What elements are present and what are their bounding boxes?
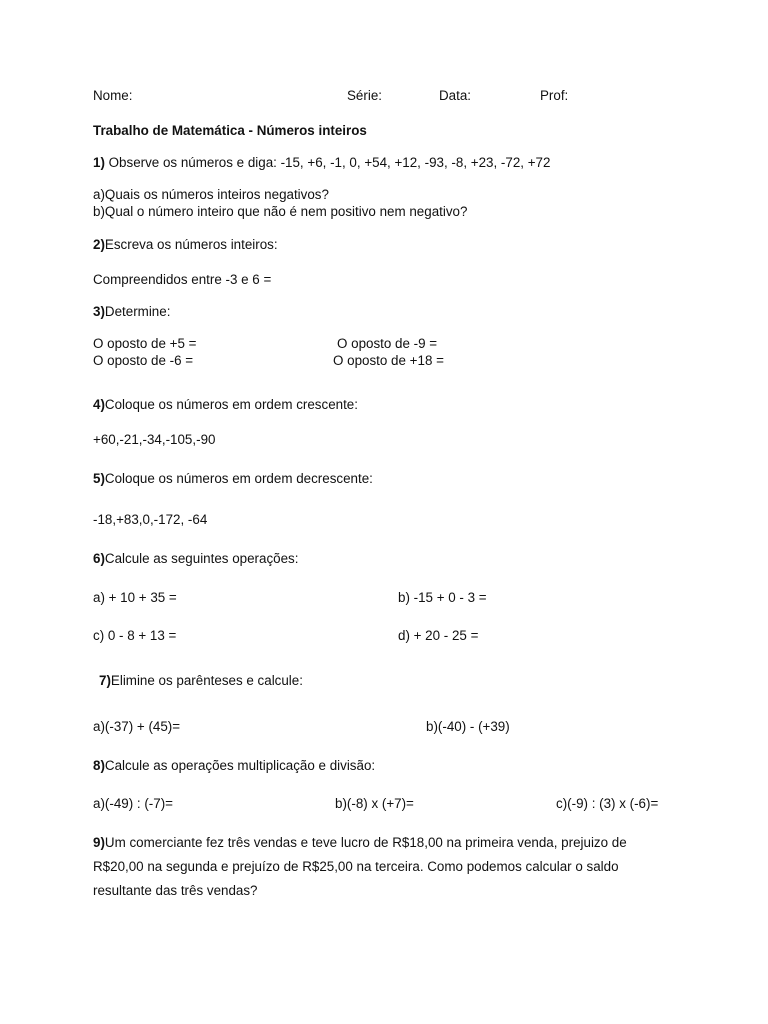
question-7-item-b: b)(-40) - (+39) bbox=[426, 719, 510, 734]
question-8-item-b: b)(-8) x (+7)= bbox=[335, 796, 414, 811]
question-text: Calcule as operações multiplicação e divisão: bbox=[104, 758, 376, 773]
question-1 bbox=[93, 155, 550, 171]
question-9 bbox=[93, 835, 627, 851]
question-9-text-line-3: resultante das três vendas? bbox=[93, 883, 258, 898]
question-4 bbox=[93, 397, 358, 413]
question-7-item-a: a)(-37) + (45)= bbox=[93, 719, 181, 734]
question-text: Coloque os números em ordem crescente: bbox=[104, 397, 358, 412]
question-text-line-1: Um comerciante fez três vendas e teve lucro de R$18,00 na primeira venda, prejuizo de bbox=[104, 835, 627, 850]
date-label: Data: bbox=[439, 88, 472, 103]
series-label: Série: bbox=[347, 88, 382, 103]
question-number: 3) bbox=[93, 304, 105, 319]
question-number: 4) bbox=[93, 397, 105, 412]
name-label: Nome: bbox=[93, 88, 133, 103]
question-8-item-c: c)(-9) : (3) x (-6)= bbox=[556, 796, 659, 811]
question-text: Calcule as seguintes operações: bbox=[104, 551, 299, 566]
question-3-item-3: O oposto de -6 = bbox=[93, 353, 194, 368]
question-3 bbox=[93, 304, 170, 320]
question-number: 5) bbox=[93, 471, 105, 486]
question-3-item-2: O oposto de -9 = bbox=[337, 336, 438, 351]
question-6 bbox=[93, 551, 298, 567]
question-3-item-4: O oposto de +18 = bbox=[333, 353, 444, 368]
question-6-item-b: b) -15 + 0 - 3 = bbox=[398, 590, 487, 605]
question-text: Determine: bbox=[104, 304, 171, 319]
question-7 bbox=[99, 673, 303, 689]
question-text: Escreva os números inteiros: bbox=[104, 237, 278, 252]
question-5 bbox=[93, 471, 373, 487]
question-1-item-b: b)Qual o número inteiro que não é nem positivo nem negativo? bbox=[93, 204, 468, 219]
teacher-label: Prof: bbox=[540, 88, 569, 103]
question-3-item-1: O oposto de +5 = bbox=[93, 336, 197, 351]
question-6-item-c: c) 0 - 8 + 13 = bbox=[93, 628, 177, 643]
question-number: 9) bbox=[93, 835, 105, 850]
question-text: Coloque os números em ordem decrescente: bbox=[104, 471, 373, 486]
question-number: 7) bbox=[99, 673, 111, 688]
question-2 bbox=[93, 237, 278, 253]
question-6-item-a: a) + 10 + 35 = bbox=[93, 590, 177, 605]
question-2-item: Compreendidos entre -3 e 6 = bbox=[93, 272, 272, 287]
question-6-item-d: d) + 20 - 25 = bbox=[398, 628, 479, 643]
question-number: 6) bbox=[93, 551, 105, 566]
question-text: Elimine os parênteses e calcule: bbox=[110, 673, 303, 688]
question-9-text-line-2: R$20,00 na segunda e prejuízo de R$25,00 na terceira. Como podemos calcular o saldo bbox=[93, 859, 619, 874]
question-5-values: -18,+83,0,-172, -64 bbox=[93, 512, 208, 527]
question-number: 1) bbox=[93, 155, 105, 170]
question-1-item-a: a)Quais os números inteiros negativos? bbox=[93, 187, 329, 202]
page-title: Trabalho de Matemática - Números inteiros bbox=[93, 123, 367, 138]
question-number: 8) bbox=[93, 758, 105, 773]
question-text: Observe os números e diga: -15, +6, -1, 0, +54, +12, -93, -8, +23, -72, +72 bbox=[104, 155, 551, 170]
question-8 bbox=[93, 758, 375, 774]
question-4-values: +60,-21,-34,-105,-90 bbox=[93, 432, 216, 447]
question-8-item-a: a)(-49) : (-7)= bbox=[93, 796, 173, 811]
question-number: 2) bbox=[93, 237, 105, 252]
